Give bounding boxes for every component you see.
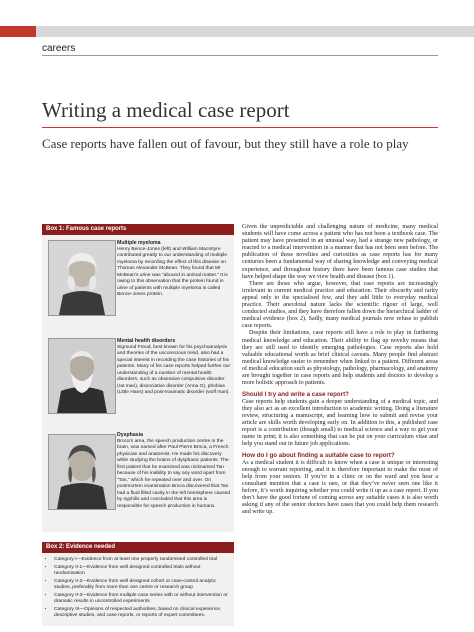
body-paragraph: As a medical student it is difficult to know when a case is unique or interesting enough to warrant reporting, and it is therefore important to make the most of help from your seniors. If you’re in a clinic or on the ward and you hear a consultant mention that a case is rare, or that they’ve never seen one like it before, it’s worth inquiring whether you could write it up as a case report. If you don’t have the good fortune of coming across any suitable cases it is also worth asking if any of the senior doctors have cases that you could help them research and write up. (242, 459, 438, 516)
top-bar-accent (0, 26, 36, 37)
section-label: careers (42, 43, 76, 54)
body-paragraph: Despite their limitations, case reports still have a role to play in furthering medical knowledge and education. Their ability to flag up novelty means that they are still used to identify emerging pathologies. Case reports also hold valuable educational worth as brief clinical caveats. Many people find abstract medical knowledge easier to remember when linked to a patient. Different areas of medical education such as physiology, pathology, pharmacology, and anatomy are brought together in case reports and help students and doctors to develop a more holistic approach to patients. (242, 330, 438, 387)
title-rule (42, 127, 438, 128)
portrait-bence-jones (48, 240, 116, 316)
page-title: Writing a medical case report (42, 98, 290, 122)
famous-case-reports-box (42, 224, 234, 532)
body-paragraph: Given the unpredictable and challenging nature of medicine, many medical students will have come across a patient who has not been a textbook case. The patient may have presented in an unusual way, had a strange new pathology, or reacted to a medical intervention in a manner that has not been seen before. The publication of these novelties and curiosities as case reports has for many centuries been a fundamental way of sharing knowledge and conveying medical experience, and throughout history there have been famous case studies that have helped shape the way we view health and disease (box 1). (242, 224, 438, 280)
entry-text: Sigmund Freud, best known for his psychoanalysis and theories of the unconscious mind, also had a special interest in recording the case histories of his patients. Many of his case reports helped further our understanding of a number of mental health disorders, such as obsessive compulsive disorder (rat man), dissociative disorder (Anna O), phobias (Little Hans) and post-traumatic disorder (wolf man). (117, 344, 231, 395)
entry-title: Mental health disorders (117, 338, 176, 344)
evidence-list (42, 557, 234, 619)
list-item: • Category II-3—Evidence from multiple case series with or without intervention or dramatic results in uncontrolled experiments (54, 593, 230, 606)
entry-title: Multiple myeloma (117, 240, 161, 246)
entry-dysphasia (117, 432, 231, 510)
page-subtitle: Case reports have fallen out of favour, but they still have a role to play (42, 136, 409, 151)
top-rule (42, 55, 438, 56)
entry-mental-health (117, 338, 231, 397)
portrait-broca (48, 434, 116, 510)
body-paragraph: There are those who argue, however, that case reports are increasingly irrelevant in current medical practice and education. Their obscurity and rarity appeal only to the specialised few, and they add little to everyday medical practice. Their anecdotal nature lacks the scientific rigour of large, well conducted studies, and they have therefore fallen down the hierarchical ladder of medical evidence (box 2). Sadly, many medical journals now refuse to publish case reports. (242, 280, 438, 330)
entry-text: Henry Bence-Jones (left) and William MacIntyre contributed greatly to our understanding of multiple myeloma by recording the effect of this disease on Thomas Alexander McBean. They found that Mr McBean’s urine was “abound in animal matter.” It is owing to this observation that the protein found in urine of patients with multiple myeloma is called Bence-Jones protein. (117, 246, 228, 297)
list-item: • Category III—Opinions of respected authorities, based on clinical experience, descriptive studies, and case reports, or reports of expert committees. (54, 607, 230, 620)
box2-heading: Box 2: Evidence needed (42, 542, 234, 553)
section-heading: Should I try and write a case report? (242, 391, 349, 399)
list-item: • Category II-2—Evidence from well designed cohort or case-control analytic studies, preferably from more than one centre or research group (54, 579, 230, 592)
article-body (242, 224, 438, 517)
top-bar (0, 26, 474, 37)
portrait-icon (49, 241, 115, 315)
entry-text: Broca’s area, the speech production centre in the brain, was named after Paul Pierre Broca, a French physician and anatomist. He made his discovery while studying the brains of dysphasic patients. The first patient that he examined was nicknamed Tan because of his inability to say any word apart from “Tan,” which he repeated over and over. On postmortem examination Broca discovered that Tan had a fluid filled cavity in the left hemisphere caused by syphilis and concluded that this area is responsible for speech production in humans. (117, 438, 231, 509)
portrait-freud (48, 338, 116, 414)
entry-title: Dysphasia (117, 432, 143, 438)
body-paragraph: Case reports help students gain a deeper understanding of a medical topic, and they also act as an excellent introduction to academic writing. Doing a literature review, structuring a manuscript, and learning how to submit and revise your article are skills worth developing early on. In addition to this, a published case report is a contribution (though small) to medical science and a way to get your name in print; it is also something that can be put on your curriculum vitae and help you stand out in future job applications. (242, 398, 438, 448)
portrait-icon (49, 339, 115, 413)
entry-multiple-myeloma (117, 240, 231, 299)
box1-heading: Box 1: Famous case reports (42, 224, 234, 235)
list-item: • Category I—Evidence from at least one properly randomised controlled trial (54, 557, 230, 563)
evidence-needed-box (42, 542, 234, 626)
portrait-icon (49, 435, 115, 509)
list-item: • Category II-1—Evidence from well designed controlled trials without randomisation (54, 565, 230, 578)
section-heading: How do I go about finding a suitable case to report? (242, 452, 395, 460)
